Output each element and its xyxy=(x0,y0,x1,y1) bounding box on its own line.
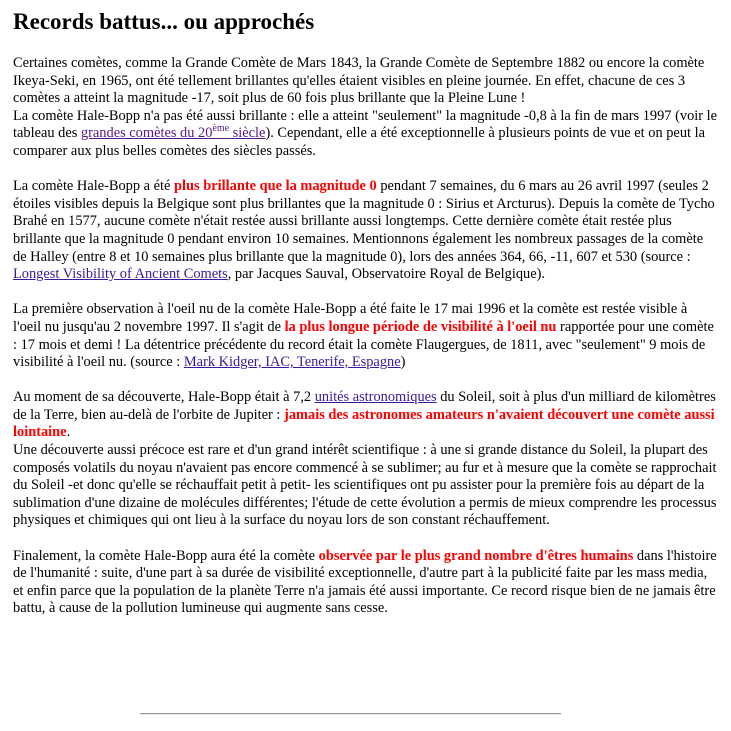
link-astronomical-units[interactable]: unités astronomiques xyxy=(314,389,437,406)
text: Certaines comètes, comme la Grande Comète de Mars 1843, la Grande Comète de Septembre 1882 ou encore la comète Ikeya-Seki, en 1965, ont été tellement brillantes qu'elles étaient visibles en pleine journée. En effet, chacune de ces 3 comètes a atteint la magnitude -17, soit plus de 60 fois plus brillante que la Pleine Lune ! xyxy=(13,55,705,107)
text: La première observation à l'oeil nu de la comète Hale-Bopp a été faite le 17 mai 1996 et la comète est restée visible à l'oeil nu jusqu'au 2 novembre 1997. Il s'agit de xyxy=(13,301,688,335)
article-body xyxy=(13,55,719,636)
text: , par Jacques Sauval, Observatoire Royal de Belgique). xyxy=(227,266,546,283)
text: pendant 7 semaines, du 6 mars au 26 avril 1997 (seules 2 étoiles visibles depuis la Belgique sont plus brillantes que la magnitude 0 : Sirius et Arcturus). Depuis la comète de Tycho Brahé en 1577, aucune comète n'était restée aussi brillante aussi longtemps. Cette dernière comète était restée plus brillante que la magnitude 0 pendant environ 10 semaines. Mentionnons également les nombreux passages de la comète de Halley (entre 8 et 10 semaines plus brillante que la magnitude 0), lors des années 364, 66, -11, 607 et 530 (source : xyxy=(13,178,715,265)
paragraph-magnitude-record xyxy=(13,178,719,284)
text: du Soleil, soit à plus d'un milliard de kilomètres de la Terre, bien au-delà de l'orbite de Jupiter : xyxy=(13,389,716,423)
horizontal-divider xyxy=(140,713,561,715)
highlight-text: la plus longue période de visibilité à l'oeil nu xyxy=(284,318,557,335)
text: Au moment de sa découverte, Hale-Bopp était à 7,2 xyxy=(13,389,315,406)
paragraph-visibility-record xyxy=(13,301,719,371)
text: ) xyxy=(400,354,406,371)
text: dans l'histoire de l'humanité : suite, d'une part à sa durée de visibilité exceptionnelle, d'autre part à la publicité faite par les mass media, et enfin parce que la population de la planète Terre n'a jamais été aussi importante. Ce record risque bien de ne jamais être battu, à cause de la pollution lumineuse qui augmente sans cesse. xyxy=(13,547,717,617)
link-great-comets-20th-century[interactable]: grandes comètes du 20ème siècle xyxy=(80,123,266,142)
link-mark-kidger[interactable]: Mark Kidger, IAC, Tenerife, Espagne xyxy=(183,354,401,371)
paragraph-discovery-record xyxy=(13,389,719,530)
highlight-text: observée par le plus grand nombre d'êtres humains xyxy=(318,547,634,564)
paragraph-observers-record xyxy=(13,548,719,618)
text: Finalement, la comète Hale-Bopp aura été la comète xyxy=(13,547,319,564)
text: Une découverte aussi précoce est rare et d'un grand intérêt scientifique : à une si grande distance du Soleil, la plupart des composés volatils du noyau n'avaient pas encore commencé à se sublimer; au fur et à mesure que la comète se rapprochait du Soleil -et donc qu'elle se réchauffait petit à petit- les scientifiques ont pu assister pour la première fois au départ de la sublimation d'une dizaine de molécules différentes; l'étude de cette évolution a permis de mieux comprendre les processus physiques et chimiques qui ont lieu à la surface du noyau lors de son constant réchauffement. xyxy=(13,442,717,529)
text: La comète Hale-Bopp n'a pas été aussi brillante : elle a atteint "seulement" la magnitude -0,8 à la fin de mars 1997 (voir le tableau des xyxy=(13,107,718,142)
text: rapportée pour une comète : 17 mois et demi ! La détentrice précédente du record était la comète Flaugergues, de 1811, avec "seulement" 9 mois de visibilité à l'oeil nu. (source : xyxy=(13,318,714,371)
highlight-text: jamais des astronomes amateurs n'avaient découvert une comète aussi lointaine xyxy=(13,406,715,441)
text: ). Cependant, elle a été exceptionnelle à plusieurs points de vue et on peut la comparer aux plus belles comètes des siècles passés. xyxy=(13,125,705,159)
link-longest-visibility[interactable]: Longest Visibility of Ancient Comets xyxy=(13,266,228,283)
highlight-text: plus brillante que la magnitude 0 xyxy=(174,178,377,195)
paragraph-brightest-comets xyxy=(13,55,719,161)
text: La comète Hale-Bopp a été xyxy=(13,178,175,195)
text: . xyxy=(66,424,71,441)
page-title: Records battus... ou approchés xyxy=(13,9,315,34)
